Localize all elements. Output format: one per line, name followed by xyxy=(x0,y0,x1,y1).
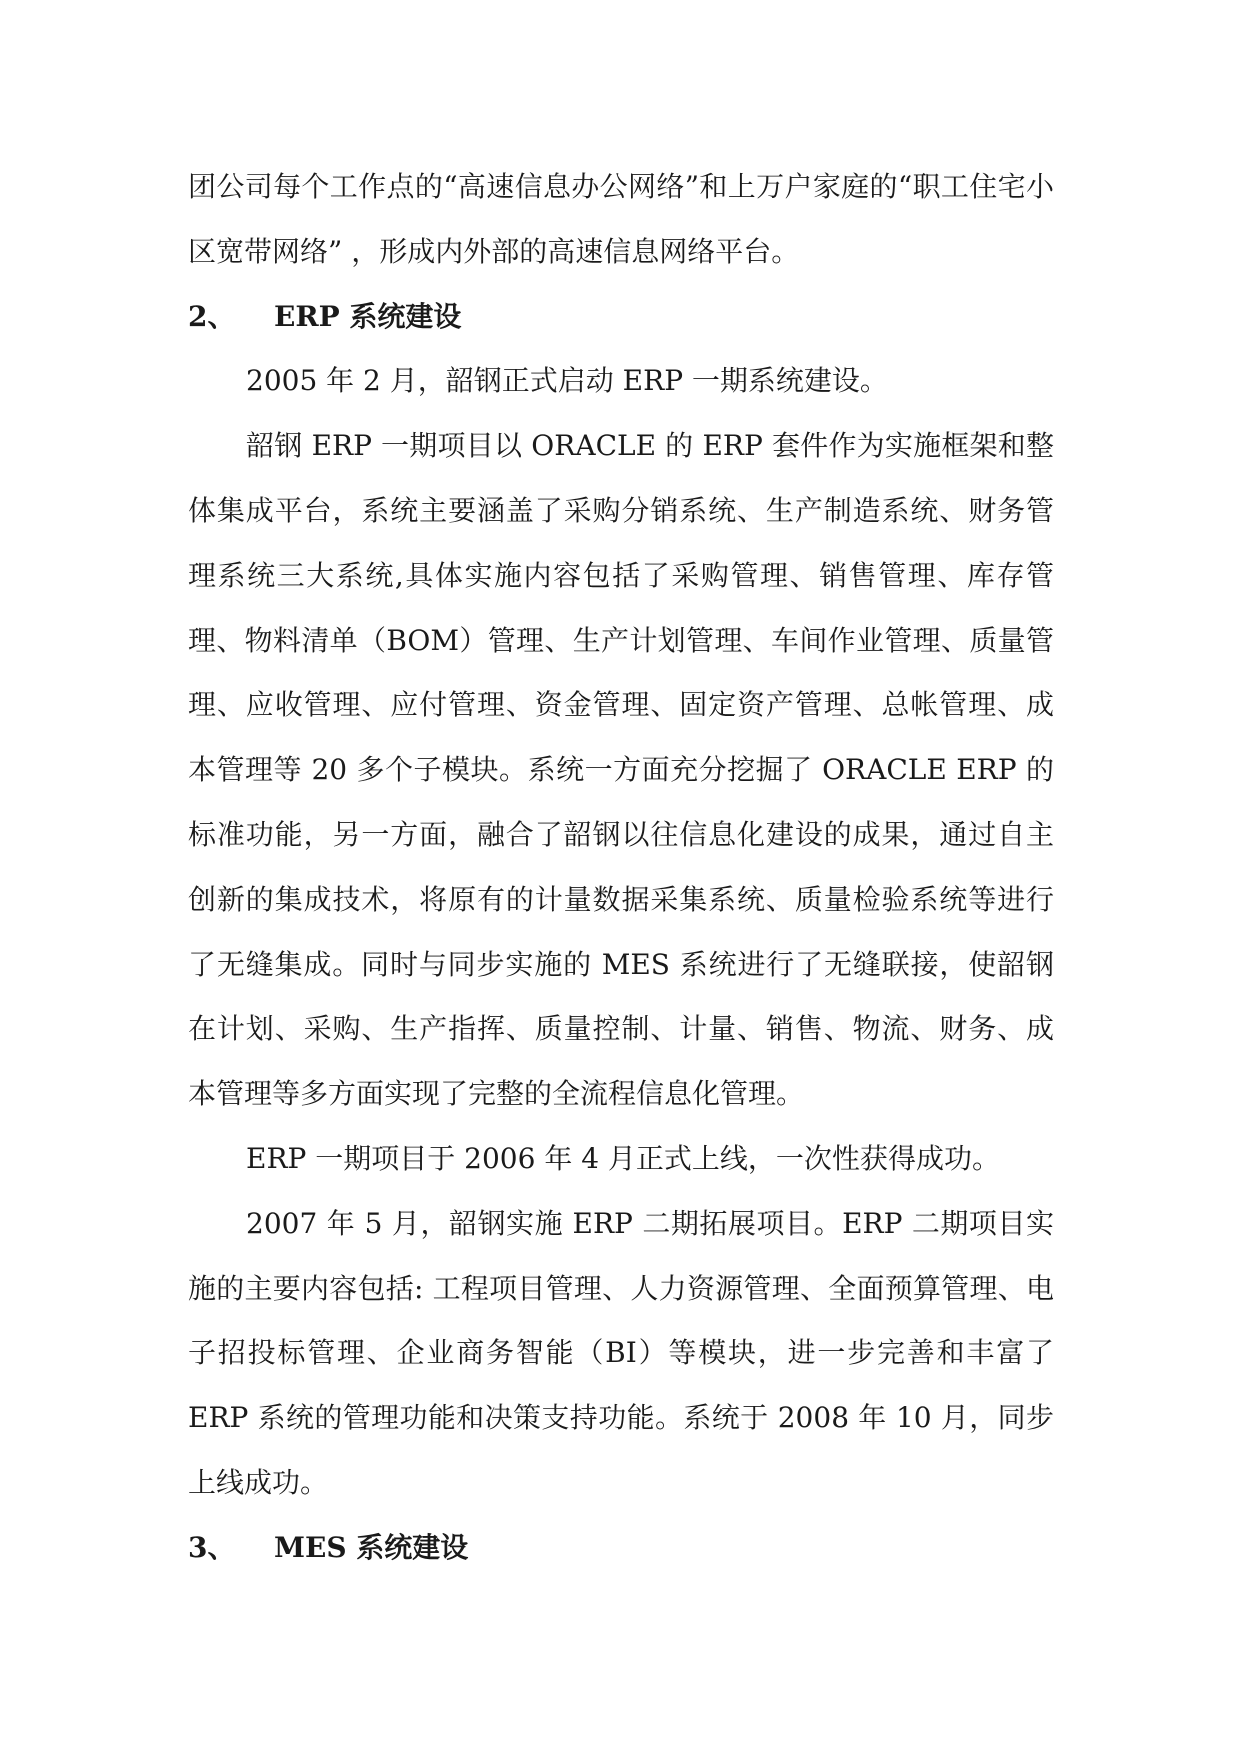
section-heading-mes xyxy=(188,1516,1054,1581)
paragraph-erp-online: ERP 一期项目于 2006 年 4 月正式上线，一次性获得成功。 xyxy=(246,1141,1000,1175)
paragraph-erp-scope: 韶钢 ERP 一期项目以 ORACLE 的 ERP 套件作为实施框架和整体集成平台，系统主要涵盖了采购分销系统、生产制造系统、财务管理系统三大系统,具体实施内容包括了采购管理、销售管理、库存管理、物料清单（BOM）管理、生产计划管理、车间作业管理、质量管理、应收管理、应付管理、资金管理、固定资产管理、总帐管理、成本管理等 20 多个子模块。系统一方面充分挖掘了 ORACLE ERP 的标准功能，另一方面，融合了韶钢以往信息化建设的成果，通过自主创新的集成技术，将原有的计量数据采集系统、质量检验系统等进行了无缝集成。同时与同步实施的 MES 系统进行了无缝联接，使韶钢在计划、采购、生产指挥、质量控制、计量、销售、物流、财务、成本管理等多方面实现了完整的全流程信息化管理。 xyxy=(188,429,1054,1111)
paragraph-erp-phase2: 2007 年 5 月，韶钢实施 ERP 二期拓展项目。ERP 二期项目实施的主要内容包括: 工程项目管理、人力资源管理、全面预算管理、电子招投标管理、企业商务智能（BI）等模块，进一步完善和丰富了 ERP 系统的管理功能和决策支持功能。系统于 2008 年 10 月，同步上线成功。 xyxy=(188,1206,1054,1499)
document-body xyxy=(188,155,1054,1581)
section-title: ERP 系统建设 xyxy=(274,299,462,333)
paragraph-intro: 团公司每个工作点的“高速信息办公网络”和上万户家庭的“职工住宅小区宽带网络” ，形成内外部的高速信息网络平台。 xyxy=(188,170,1054,268)
section-number: 2、 xyxy=(188,299,236,333)
section-heading-erp xyxy=(188,285,1054,350)
section-title: MES 系统建设 xyxy=(274,1530,469,1564)
paragraph-erp-start: 2005 年 2 月，韶钢正式启动 ERP 一期系统建设。 xyxy=(246,364,888,398)
section-number: 3、 xyxy=(188,1530,236,1564)
